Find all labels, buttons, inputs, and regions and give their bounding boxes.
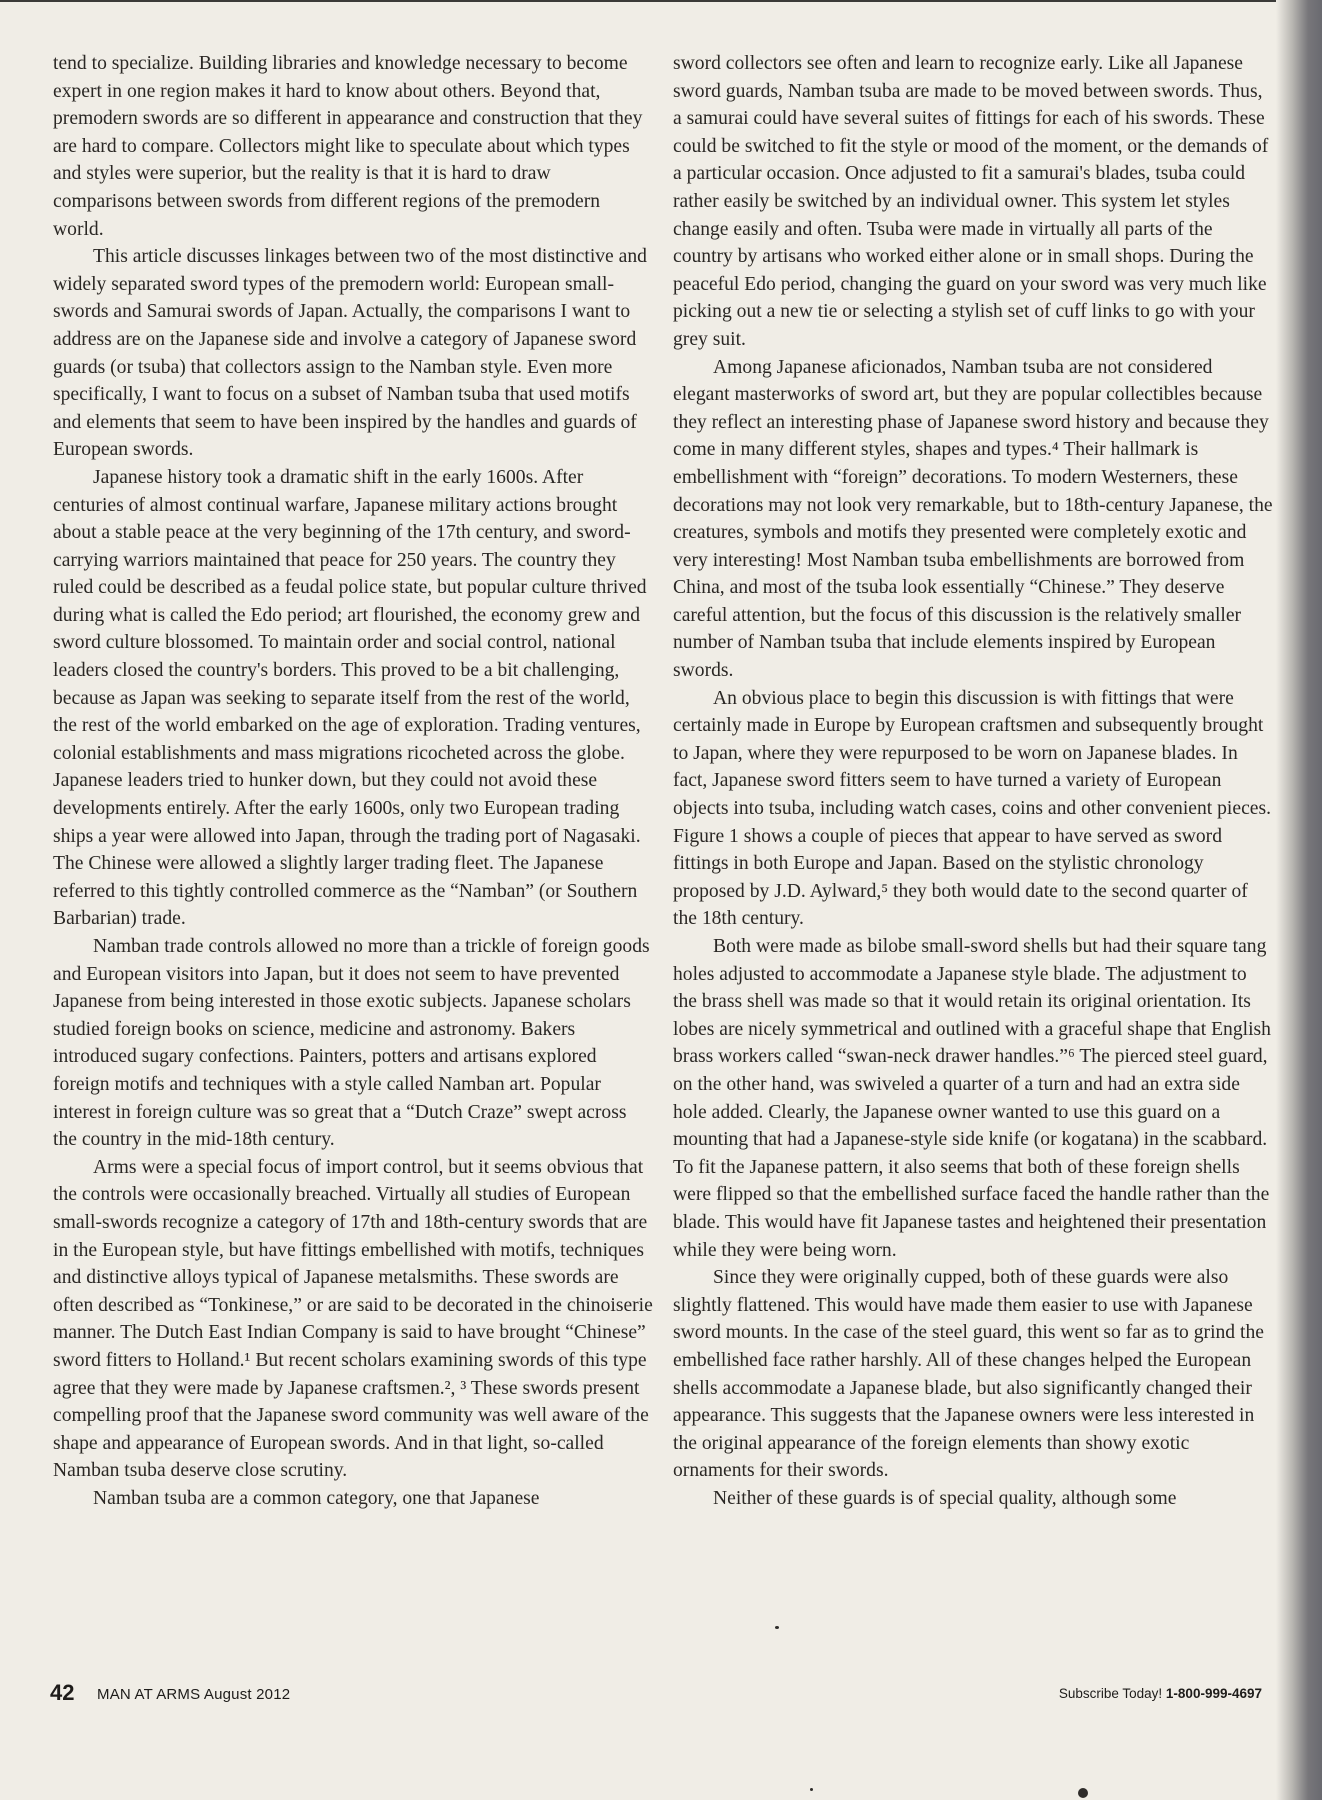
page-top-edge <box>0 0 1322 2</box>
print-speck <box>775 1626 779 1629</box>
paragraph: Namban tsuba are a common category, one that Japanese <box>93 1487 540 1509</box>
paragraph: Neither of these guards is of special quality, although some <box>713 1487 1177 1509</box>
right-text-column <box>673 50 1273 1512</box>
paragraph: Japanese history took a dramatic shift in the early 1600s. After centuries of almost continual warfare, Japanese military actions brought about a stable peace at the very beginning of the 17th century, and sword-carrying warriors maintained that peace for 250 years. The country they ruled could be described as a feudal police state, but popular culture thrived during what is called the Edo period; art flourished, the economy grew and sword culture blossomed. To maintain order and social control, national leaders closed the country's borders. This proved to be a bit challenging, because as Japan was seeking to separate itself from the rest of the world, the rest of the world embarked on the age of exploration. Trading ventures, colonial establishments and mass migrations ricocheted across the globe. Japanese leaders tried to hunker down, but they could not avoid these developments entirely. After the early 1600s, only two European trading ships a year were allowed into Japan, through the trading port of Nagasaki. The Chinese were allowed a slightly larger trading fleet. The Japanese referred to this tightly controlled commerce as the “Namban” (or Southern Barbarian) trade. <box>53 466 647 930</box>
paragraph: Namban trade controls allowed no more than a trickle of foreign goods and European visitors into Japan, but it does not seem to have prevented Japanese from being interested in those exotic subjects. Japanese scholars studied foreign books on science, medicine and astronomy. Bakers introduced sugary confections. Painters, potters and artisans explored foreign motifs and techniques with a style called Namban art. Popular interest in foreign culture was so great that a “Dutch Craze” swept across the country in the mid-18th century. <box>53 936 650 1151</box>
paragraph: sword collectors see often and learn to recognize early. Like all Japanese sword guards, Namban tsuba are made to be moved between swords. Thus, a samurai could have several suites of fittings for each of his swords. These could be switched to fit the style or mood of the moment, or the demands of a particular occasion. Once adjusted to fit a samurai's blades, tsuba could rather easily be switched by an individual owner. This system let styles change easily and often. Tsuba were made in virtually all parts of the country by artisans who worked either alone or in small shops. During the peaceful Edo period, changing the guard on your sword was very much like picking out a new tie or selecting a stylish set of cuff links to go with your grey suit. <box>673 53 1269 350</box>
magazine-issue: MAN AT ARMS August 2012 <box>97 1686 291 1703</box>
paragraph: An obvious place to begin this discussion is with fittings that were certainly made in Europe by European craftsmen and subsequently brought to Japan, where they were repurposed to be worn on Japanese blades. In fact, Japanese sword fitters seem to have turned a variety of European objects into tsuba, including watch cases, coins and other convenient pieces. Figure 1 shows a couple of pieces that appear to have served as sword fittings in both Europe and Japan. Based on the stylistic chronology proposed by J.D. Aylward,⁵ they both would date to the second quarter of the 18th century. <box>673 687 1271 930</box>
page-number: 42 <box>50 1680 75 1705</box>
paragraph: Among Japanese aficionados, Namban tsuba are not considered elegant masterworks of sword art, but they are popular collectibles because they reflect an interesting phase of Japanese sword history and because they come in many different styles, shapes and types.⁴ Their hallmark is embellishment with “foreign” decorations. To modern Westerners, these decorations may not look very remarkable, but to 18th-century Japanese, the creatures, symbols and motifs they presented were completely exotic and very interesting! Most Namban tsuba embellishments are borrowed from China, and most of the tsuba look essentially “Chinese.” They deserve careful attention, but the focus of this discussion is the relatively smaller number of Namban tsuba that include elements inspired by European swords. <box>673 356 1273 682</box>
left-text-column <box>53 50 653 1512</box>
subscribe-label: Subscribe Today! <box>1058 1686 1163 1701</box>
print-speck <box>1078 1788 1088 1798</box>
paragraph: Arms were a special focus of import control, but it seems obvious that the controls were occasionally breached. Virtually all studies of European small-swords recognize a category of 17th and 18th-century swords that are in the European style, but have fittings embellished with motifs, techniques and distinctive alloys typical of Japanese metalsmiths. These swords are often described as “Tonkinese,” or are said to be decorated in the chinoiserie manner. The Dutch East Indian Company is said to have brought “Chinese” sword fitters to Holland.¹ But recent scholars examining swords of this type agree that they were made by Japanese craftsmen.², ³ These swords present compelling proof that the Japanese sword community was well aware of the shape and appearance of European swords. And in that light, so-called Namban tsuba deserve close scrutiny. <box>53 1156 653 1482</box>
subscribe-line <box>1059 1686 1262 1701</box>
print-speck <box>810 1788 813 1791</box>
paragraph: Since they were originally cupped, both of these guards were also slightly flattened. This would have made them easier to use with Japanese sword mounts. In the case of the steel guard, this went so far as to grind the embellished face rather harshly. All of these changes helped the European shells accommodate a Japanese blade, but also significantly changed their appearance. This suggests that the Japanese owners were less interested in the original appearance of the foreign elements than showy exotic ornaments for their swords. <box>673 1267 1264 1482</box>
paragraph: Both were made as bilobe small-sword shells but had their square tang holes adjusted to accommodate a Japanese style blade. The adjustment to the brass shell was made so that it would retain its original orientation. Its lobes are nicely symmetrical and outlined with a graceful shape that English brass workers called “swan-neck drawer handles.”⁶ The pierced steel guard, on the other hand, was swiveled a quarter of a turn and had an extra side hole added. Clearly, the Japanese owner wanted to use this guard on a mounting that had a Japanese-style side knife (or kogatana) in the scabbard. To fit the Japanese pattern, it also seems that both of these foreign shells were flipped so that the embellished surface faced the handle rather than the blade. This would have fit Japanese tastes and heightened their presentation while they were being worn. <box>673 936 1271 1261</box>
subscribe-phone: 1-800-999-4697 <box>1165 1686 1262 1701</box>
page-binding-shadow <box>1276 0 1322 1800</box>
paragraph: tend to specialize. Building libraries and knowledge necessary to become expert in one region makes it hard to know about others. Beyond that, premodern swords are so different in appearance and construction that they are hard to compare. Collectors might like to speculate about which types and styles were superior, but the reality is that it is hard to draw comparisons between swords from different regions of the premodern world. <box>53 53 643 240</box>
paragraph: This article discusses linkages between two of the most distinctive and widely separated sword types of the premodern world: European small-swords and Samurai swords of Japan. Actually, the comparisons I want to address are on the Japanese side and involve a category of Japanese sword guards (or tsuba) that collectors assign to the Namban style. Even more specifically, I want to focus on a subset of Namban tsuba that used motifs and elements that seem to have been inspired by the handles and guards of European swords. <box>53 246 647 461</box>
